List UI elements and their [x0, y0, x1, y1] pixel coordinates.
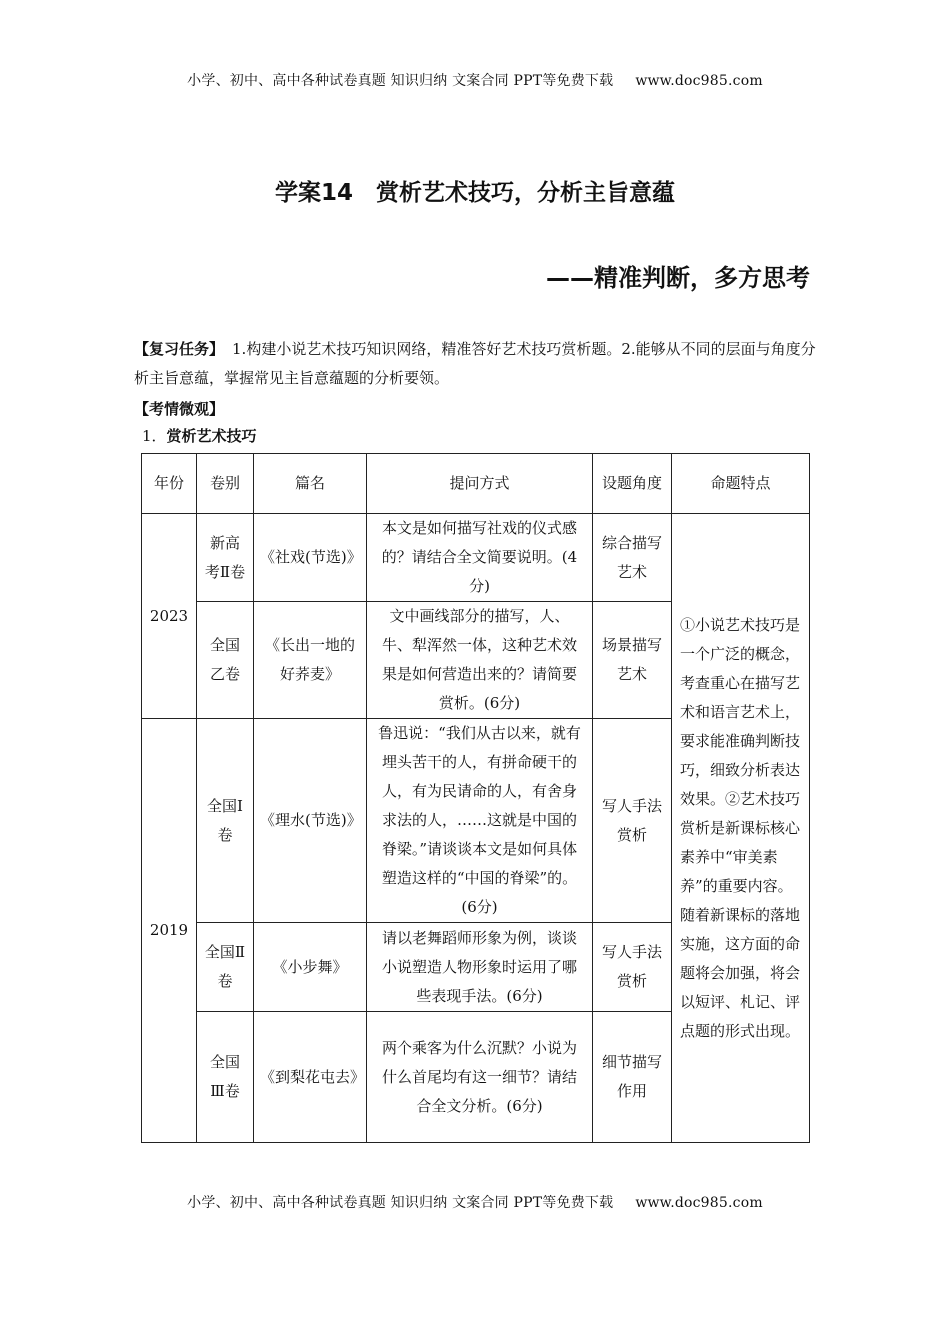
paper-cell: 全国Ⅱ卷 [197, 923, 254, 1012]
table-header-row [142, 454, 810, 514]
question-cell: 文中画线部分的描写，人、牛、犁浑然一体，这种艺术效果是如何营造出来的？请简要赏析。(6分) [367, 602, 593, 719]
header-angle: 设题角度 [593, 454, 672, 514]
paper-cell: 全国乙卷 [197, 602, 254, 719]
section-heading [142, 425, 257, 446]
footer-site-link[interactable]: www.doc985.com [635, 1195, 763, 1211]
page-subtitle: ——精准判断，多方思考 [546, 264, 810, 292]
exam-table [141, 453, 810, 1143]
title-cell: 《长出一地的好荞麦》 [254, 602, 367, 719]
question-cell: 请以老舞蹈师形象为例，谈谈小说塑造人物形象时运用了哪些表现手法。(6分) [367, 923, 593, 1012]
title-cell: 《理水(节选)》 [254, 719, 367, 923]
year-cell: 2019 [142, 719, 197, 1143]
question-cell: 本文是如何描写社戏的仪式感的？请结合全文简要说明。(4分) [367, 514, 593, 602]
paper-cell: 全国Ⅲ卷 [197, 1012, 254, 1143]
page-footer [0, 1192, 950, 1212]
section-number: 1． [142, 427, 167, 445]
exam-overview-label: 【考情微观】 [134, 400, 225, 418]
page-header [0, 70, 950, 90]
review-task-label: 【复习任务】 [134, 340, 225, 358]
title-cell: 《小步舞》 [254, 923, 367, 1012]
angle-cell: 综合描写艺术 [593, 514, 672, 602]
header-feature: 命题特点 [672, 454, 810, 514]
paper-cell: 新高考Ⅱ卷 [197, 514, 254, 602]
question-cell: 两个乘客为什么沉默？小说为什么首尾均有这一细节？请结合全文分析。(6分) [367, 1012, 593, 1143]
angle-cell: 写人手法赏析 [593, 923, 672, 1012]
angle-cell: 场景描写艺术 [593, 602, 672, 719]
header-paper: 卷别 [197, 454, 254, 514]
year-cell: 2023 [142, 514, 197, 719]
feature-cell: ①小说艺术技巧是一个广泛的概念，考查重心在描写艺术和语言艺术上，要求能准确判断技巧，细致分析表达效果。②艺术技巧赏析是新课标核心素养中“审美素养”的重要内容。随着新课标的落地实施，这方面的命题将会加强，将会以短评、札记、评点题的形式出现。 [672, 514, 810, 1143]
header-year: 年份 [142, 454, 197, 514]
angle-cell: 写人手法赏析 [593, 719, 672, 923]
title-cell: 《社戏(节选)》 [254, 514, 367, 602]
footer-text: 小学、初中、高中各种试卷真题 知识归纳 文案合同 PPT等免费下载 [187, 1195, 614, 1211]
angle-cell: 细节描写作用 [593, 1012, 672, 1143]
title-cell: 《到梨花屯去》 [254, 1012, 367, 1143]
review-task-paragraph [134, 335, 816, 393]
header-title: 篇名 [254, 454, 367, 514]
section-title: 赏析艺术技巧 [166, 427, 257, 445]
question-cell: 鲁迅说：“我们从古以来，就有埋头苦干的人，有拼命硬干的人，有为民请命的人，有舍身求法的人，……这就是中国的脊梁。”请谈谈本文是如何具体塑造这样的“中国的脊梁”的。(6分) [367, 719, 593, 923]
header-text: 小学、初中、高中各种试卷真题 知识归纳 文案合同 PPT等免费下载 [187, 73, 614, 89]
paper-cell: 全国Ⅰ卷 [197, 719, 254, 923]
table-row [142, 514, 810, 602]
review-task-text: 1.构建小说艺术技巧知识网络，精准答好艺术技巧赏析题。2.能够从不同的层面与角度分析主旨意蕴，掌握常见主旨意蕴题的分析要领。 [134, 340, 816, 387]
header-site-link[interactable]: www.doc985.com [635, 73, 763, 89]
header-question: 提问方式 [367, 454, 593, 514]
page-title: 学案14 赏析艺术技巧，分析主旨意蕴 [274, 180, 675, 206]
